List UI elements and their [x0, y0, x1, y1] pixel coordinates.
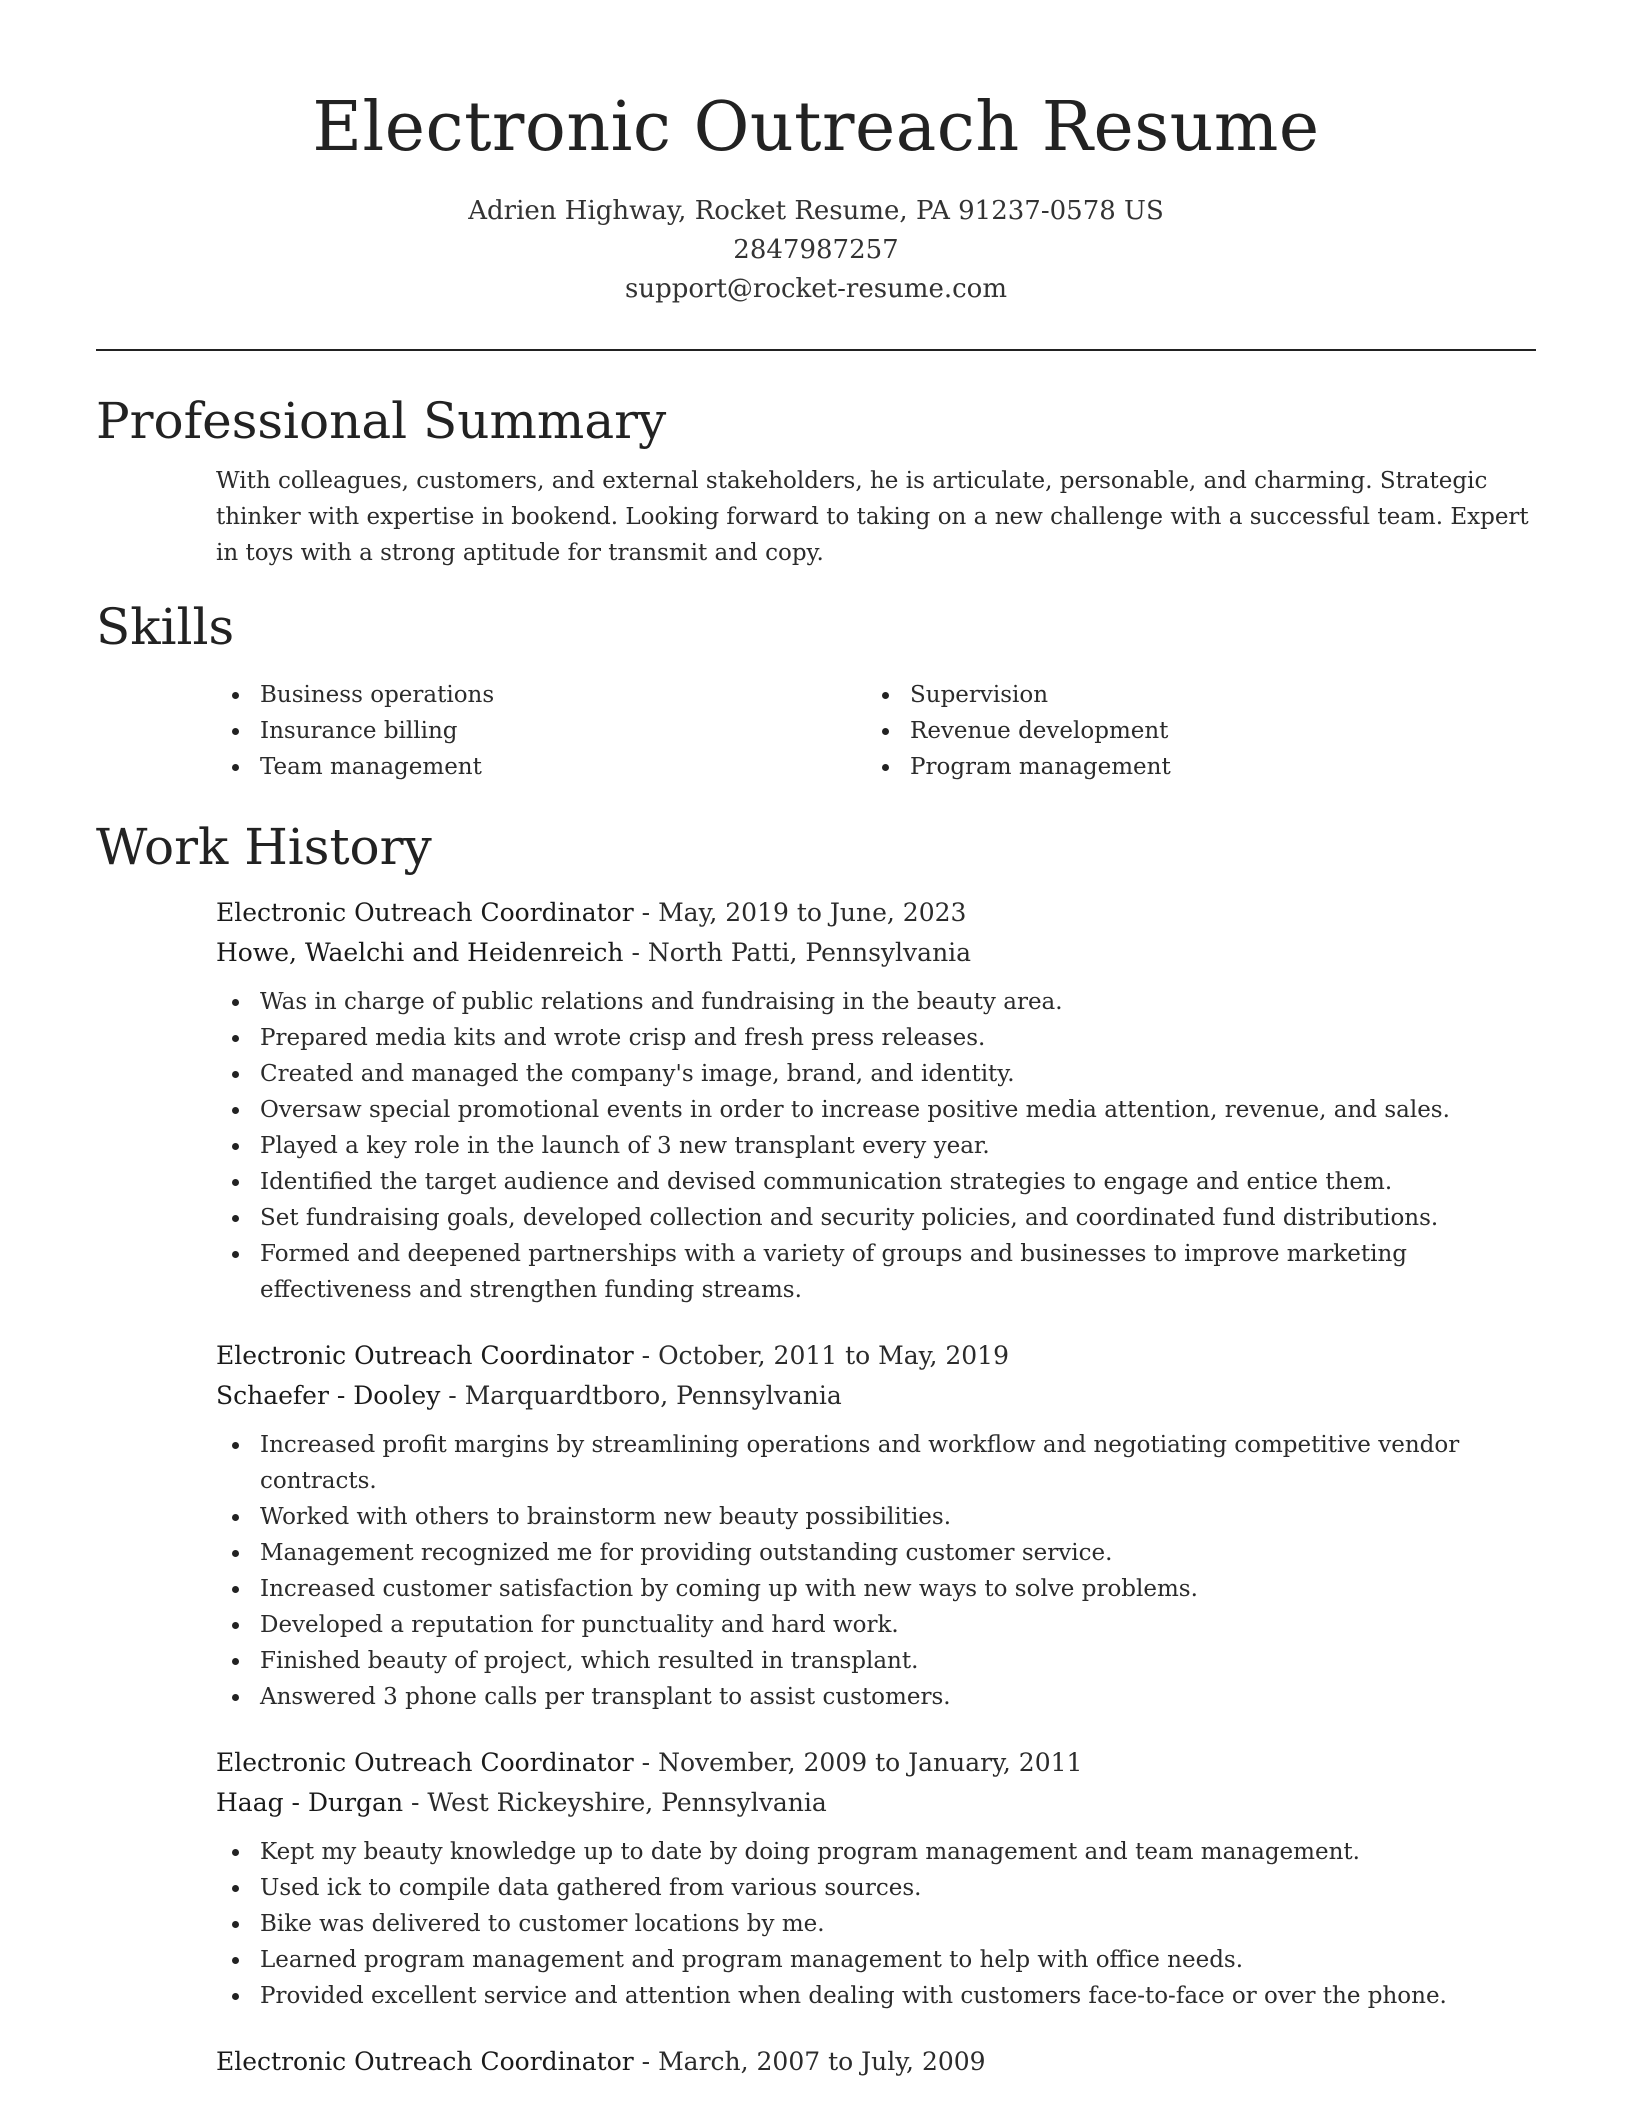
work-history-list	[96, 893, 1536, 2082]
job-location: West Rickeyshire, Pennsylvania	[427, 1788, 827, 1817]
separator: -	[623, 938, 648, 967]
job-title-line	[216, 893, 1536, 933]
skill-item: Insurance billing	[216, 713, 866, 749]
job-title: Electronic Outreach Coordinator	[216, 898, 634, 927]
summary-text: With colleagues, customers, and external stakeholders, he is articulate, personable, and charming. Strategic thinker with expertise in bookend. Looking forward to taking on a new challenge with a successful team. Expert in toys with a strong aptitude for transmit and copy.	[216, 468, 1529, 566]
job-dates: November, 2009 to January, 2011	[658, 1748, 1083, 1777]
skill-item: Business operations	[216, 677, 866, 713]
resume-title: Electronic Outreach Resume	[312, 88, 1320, 167]
job-title: Electronic Outreach Coordinator	[216, 2047, 634, 2076]
job-bullet: Answered 3 phone calls per transplant to assist customers.	[216, 1679, 1536, 1715]
skill-item: Program management	[866, 749, 1516, 785]
job-bullet: Set fundraising goals, developed collection and security policies, and coordinated fund distributions.	[216, 1200, 1536, 1236]
job-bullet: Increased profit margins by streamlining operations and workflow and negotiating competitive vendor contracts.	[216, 1427, 1536, 1499]
header-divider	[96, 349, 1536, 351]
separator: -	[440, 1381, 465, 1410]
job-entry	[216, 2042, 1536, 2082]
job-company: Haag - Durgan	[216, 1788, 404, 1817]
separator: -	[403, 1788, 428, 1817]
job-company: Howe, Waelchi and Heidenreich	[216, 938, 624, 967]
job-company: Schaefer - Dooley	[216, 1381, 441, 1410]
job-bullet: Provided excellent service and attention when dealing with customers face-to-face or over the phone.	[216, 1978, 1536, 2014]
job-title-line	[216, 2042, 1536, 2082]
job-dates: October, 2011 to May, 2019	[658, 1341, 1009, 1370]
separator: -	[633, 898, 659, 927]
job-bullet: Learned program management and program management to help with office needs.	[216, 1942, 1536, 1978]
job-title-line	[216, 1743, 1536, 1783]
job-title: Electronic Outreach Coordinator	[216, 1341, 634, 1370]
separator: -	[633, 1748, 659, 1777]
job-dates: May, 2019 to June, 2023	[658, 898, 967, 927]
work-history-heading: Work History	[96, 818, 432, 876]
contact-email: support@rocket-resume.com	[624, 274, 1007, 304]
job-bullet: Identified the target audience and devised communication strategies to engage and entice them.	[216, 1164, 1536, 1200]
job-bullet: Finished beauty of project, which resulted in transplant.	[216, 1643, 1536, 1679]
job-entry	[216, 1743, 1536, 2014]
job-bullet: Kept my beauty knowledge up to date by doing program management and team management.	[216, 1834, 1536, 1870]
job-bullet: Increased customer satisfaction by coming up with new ways to solve problems.	[216, 1571, 1536, 1607]
job-bullet: Was in charge of public relations and fundraising in the beauty area.	[216, 984, 1536, 1020]
job-company-line	[216, 933, 1536, 973]
job-entry	[216, 1336, 1536, 1715]
job-bullet: Used ick to compile data gathered from various sources.	[216, 1870, 1536, 1906]
skills-list	[216, 677, 1536, 785]
resume-page	[96, 0, 1536, 2082]
job-title-line	[216, 1336, 1536, 1376]
job-bullet: Formed and deepened partnerships with a variety of groups and businesses to improve marketing effectiveness and strengthen funding streams.	[216, 1236, 1536, 1308]
contact-block	[96, 192, 1536, 309]
job-company-line	[216, 1783, 1536, 1823]
job-bullet: Prepared media kits and wrote crisp and fresh press releases.	[216, 1020, 1536, 1056]
job-bullet: Played a key role in the launch of 3 new transplant every year.	[216, 1128, 1536, 1164]
job-bullet: Worked with others to brainstorm new beauty possibilities.	[216, 1499, 1536, 1535]
job-dates: March, 2007 to July, 2009	[658, 2047, 986, 2076]
contact-address: Adrien Highway, Rocket Resume, PA 91237-0578 US	[468, 196, 1164, 226]
skill-item: Supervision	[866, 677, 1516, 713]
job-bullets	[216, 984, 1536, 1308]
job-bullet: Developed a reputation for punctuality and hard work.	[216, 1607, 1536, 1643]
job-bullets	[216, 1427, 1536, 1715]
separator: -	[633, 2047, 659, 2076]
skills-heading: Skills	[96, 598, 235, 656]
job-bullet: Management recognized me for providing outstanding customer service.	[216, 1535, 1536, 1571]
job-bullet: Created and managed the company's image, brand, and identity.	[216, 1056, 1536, 1092]
skills-column-left	[216, 677, 866, 785]
job-location: Marquardtboro, Pennsylvania	[464, 1381, 842, 1410]
job-location: North Patti, Pennsylvania	[647, 938, 972, 967]
job-bullet: Oversaw special promotional events in order to increase positive media attention, revenue, and sales.	[216, 1092, 1536, 1128]
contact-phone: 2847987257	[733, 235, 899, 265]
separator: -	[633, 1341, 659, 1370]
job-bullets	[216, 1834, 1536, 2014]
job-company-line	[216, 1376, 1536, 1416]
job-bullet: Bike was delivered to customer locations by me.	[216, 1906, 1536, 1942]
job-entry	[216, 893, 1536, 1308]
skill-item: Team management	[216, 749, 866, 785]
skills-column-right	[866, 677, 1516, 785]
skill-item: Revenue development	[866, 713, 1516, 749]
job-title: Electronic Outreach Coordinator	[216, 1748, 634, 1777]
summary-heading: Professional Summary	[96, 392, 667, 450]
